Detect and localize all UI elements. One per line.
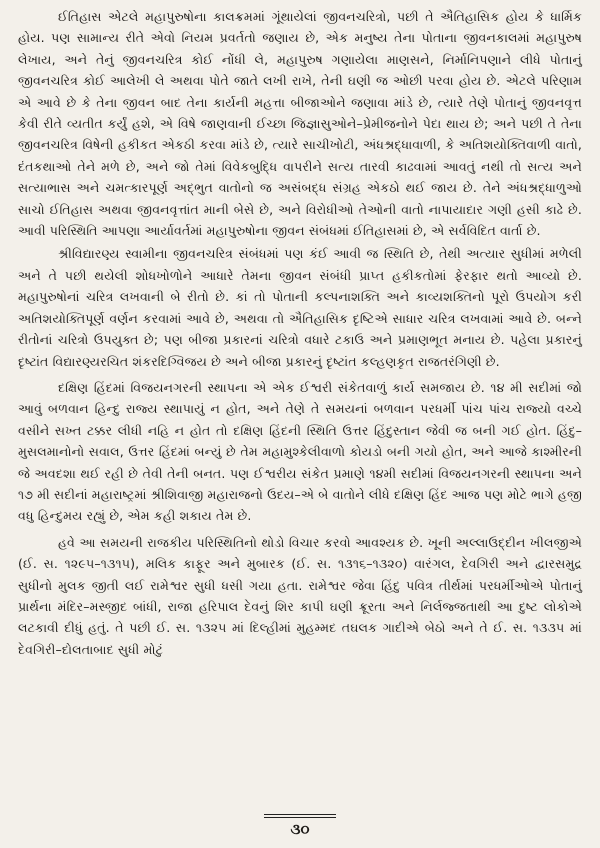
page-number: ૩૦: [290, 820, 310, 838]
paragraph-political-situation: હવે આ સમયની રાજકીય પરિસ્થિતિનો થોડો વિચાર કરવો આવશ્યક છે. ખૂની અલ્લાઉદ્દીન ખીલજીએ (ઈ. સ. ૧૨૯૫–૧૩૧૫), મલિક કાફૂર અને મુબારક (ઈ. સ. ૧૩૧૬–૧૩૨૦) વારંગલ, દેવગિરી અને દ્વારસમુદ્ર સુધીનો મુલક જીતી લઈ રામેશ્વર સુધી ધસી ગયા હતા. રામેશ્વર જેવા હિંદુ પવિત્ર તીર્થમાં પરધર્મીઓએ પોતાનું પ્રાર્થના મંદિર–મસ્જીદ બાંધી, રાજા હરિપાલ દેવનું શિર કાપી ઘણી ક્રૂરતા અને નિર્લજ્જતાથી આ દુષ્ટ લોકોએ લટકાવી દીધું હતું. તે પછી ઈ. સ. ૧૩૨૫ માં દિલ્હીમાં મુહમ્મદ તઘલક ગાદીએ બેઠો અને તે ઈ. સ. ૧૩૩૫ માં દેવગિરી–દોલતાબાદ સુધી મોટું: [18, 534, 582, 657]
page-footer: [0, 814, 600, 838]
footer-divider: [264, 814, 336, 818]
paragraph-vijayanagar-founding: દક્ષિણ હિંદમાં વિજયનગરની સ્થાપના એ એક ઈશ્વરી સંકેતવાળું કાર્ય સમજાય છે. ૧૪ મી સદીમાં જો આવું બળવાન હિન્દુ રાજ્ય સ્થાપાયું ન હોત, અને તેણે તે સમયનાં બળવાન પરધર્મી પાંચ પાંચ રાજ્યો વચ્ચે વસીને સખ્ત ટક્કર લીધી નહિ ન હોત તો દક્ષિણ હિંદની સ્થિતિ ઉત્તર હિંદુસ્તાન જેવી જ બની ગઈ હોત. હિંદુ–મુસલમાનોનો સવાલ, ઉત્તર હિંદમાં બન્યું છે તેમ મહામુશ્કેલીવાળો કોયડો બની ગયો હોત, અને આજે કાશ્મીરની જે અવદશા થઈ રહી છે તેવી તેની બનત. પણ ઈશ્વરીય સંકેત પ્રમાણે ૧૪મી સદીમાં વિજયનગરની સ્થાપના અને ૧૭ મી સદીનાં મહારાષ્ટ્રમાં શ્રીશિવાજી મહારાજનો ઉદય–એ બે વાતોને લીધે દક્ષિણ હિંદ આજ પણ મોટે ભાગે હજી વધુ હિન્દુમય રહ્યું છે, એમ કહી શકાય તેમ છે.: [18, 379, 582, 524]
paragraph-vidyaranya-biography: શ્રીવિદ્યારણ્ય સ્વામીના જીવનચરિત્ર સંબંધમાં પણ કંઈ આવી જ સ્થિતિ છે, તેથી અત્યાર સુધીમાં મળેલી અને તે પછી થયેલી શોધખોળોને આધારે તેમના જીવન સંબંધી પ્રાપ્ત હકીકતોમાં ફેરફાર થતો આવ્યો છે. મહાપુરુષોનાં ચરિત્ર લખવાની બે રીતો છે. કાં તો પોતાની કલ્પનાશક્તિ અને કાવ્યશક્તિનો પૂરો ઉપયોગ કરી અતિશયોક્તિપૂર્ણ વર્ણન કરવામાં આવે છે, અથવા તો ઐતિહાસિક દૃષ્ટિએ સાધાર ચરિત્ર લખવામાં આવે છે. બન્ને રીતોનાં ચરિત્રો ઉપયુક્ત છે; પણ બીજા પ્રકારનાં ચરિત્રો વધારે ટકાઉ અને પ્રમાણભૂત મનાય છે. પહેલા પ્રકારનું દૃષ્ટાંત વિદ્યારણ્યરચિત શંકરદિગ્વિજય છે અને બીજા પ્રકારનું દૃષ્ટાંત કલ્હણકૃત રાજતરંગિણી છે.: [18, 246, 582, 369]
paragraph-history-definition: ઈતિહાસ એટલે મહાપુરુષોના કાલક્રમમાં ગૂંથાયેલાં જીવનચરિત્રો, પછી તે ઐતિહાસિક હોય કે ધાર્મિક હોય. પણ સામાન્ય રીતે એવો નિયમ પ્રવર્તતો જણાય છે, એક મનુષ્ય તેના પોતાના જીવનકાલમાં મહાપુરુષ લેખાય, અને તેનું જીવનચરિત્ર કોઈ નોંધી લે, મહાપુરુષ ગણાયેલા માણસને, નિર્માનિપણાને લીધે પોતાનું જીવનચરિત્ર કોઈ આલેખી લે અથવા પોતે જાતે લખી રાખે, તેની ઘણી જ ઓછી પરવા હોય છે. એટલે પરિણામ એ આવે છે કે તેના જીવન બાદ તેના કાર્યની મહત્તા બીજાઓને જણાવા માંડે છે, ત્યારે તેણે પોતાનું જીવનવૃત્ત કેવી રીતે વ્યતીત કર્યું હશે, એ વિષે જાણવાની ઈચ્છા જિજ્ઞાસુઓને–પ્રેમીજનોને પેદા થાય છે; અને પછી તે તેના જીવનચરિત્ર વિષેની હકીકત એકઠી કરવા માંડે છે, ત્યારે સાચીખોટી, અંધશ્રદ્ધાવાળી, કે અતિશયોક્તિવાળી વાતો, દંતકથાઓ તેને મળે છે, અને જો તેમાં વિવેકબુદ્ધિ વાપરીને સત્ય તારવી કાઢવામાં આવતું નથી તો સત્ય અને સત્યાભાસ અને ચમત્કારપૂર્ણ અદ્ભુત વાતોનો જ અસંબદ્ધ સંગ્રહ એકઠો થઈ જાય છે. તેને અંધશ્રદ્ધાળુઓ સાચો ઈતિહાસ અથવા જીવનવૃત્તાંત માની બેસે છે, અને વિરોધીઓ તેઓની વાતો નાપાયાદાર ગણી હસી કાઢે છે. આવી પરિસ્થિતિ આપણા આર્યાવર્તમાં મહાપુરુષોના જીવન સંબંધમાં ઈતિહાસમાં છે, એ સર્વવિદિત વાર્તા છે.: [18, 9, 582, 239]
